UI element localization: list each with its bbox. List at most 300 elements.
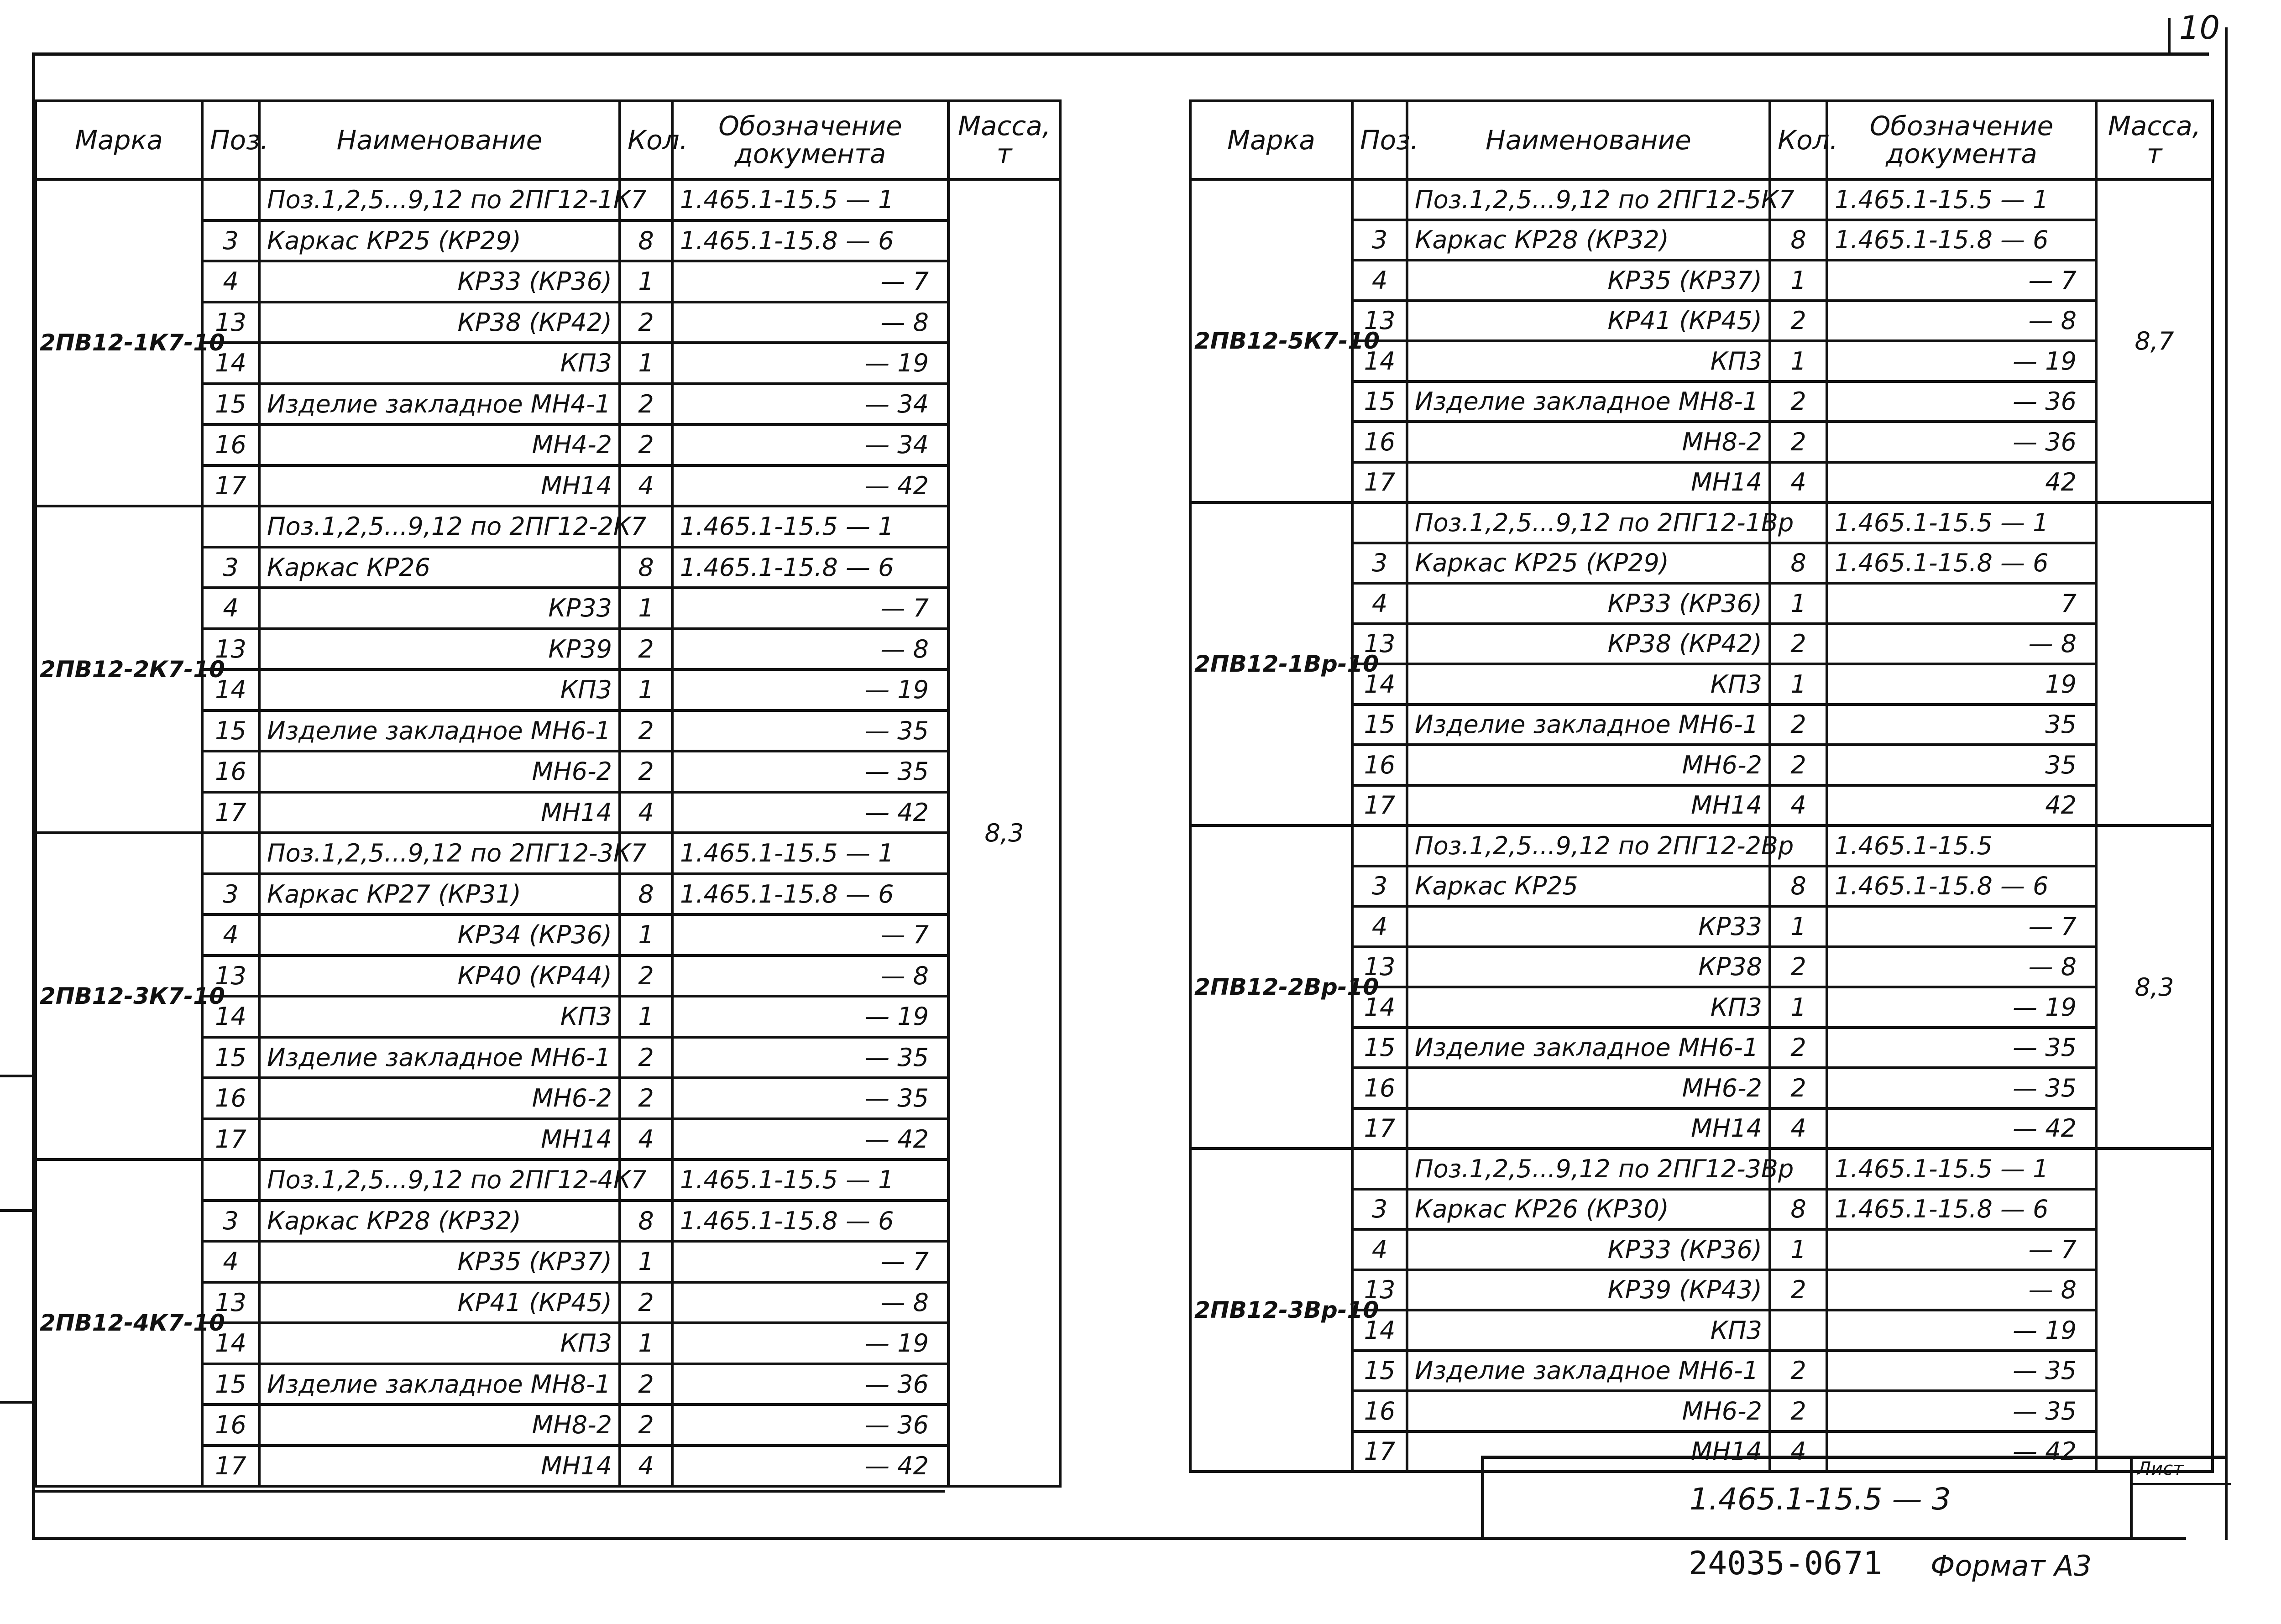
pos-cell: 4 (202, 914, 259, 956)
doc-cell: 1.465.1-15.8 — 6 (1827, 220, 2096, 261)
pos-cell: 13 (202, 1282, 259, 1323)
doc-cell: — 8 (1827, 301, 2096, 341)
pos-cell: 4 (1352, 906, 1407, 947)
item-name: МН14 (259, 1446, 620, 1487)
inventory-number: 24035-06 (1689, 1545, 1843, 1582)
page-number: 10 (2179, 9, 2220, 47)
qty-cell: 2 (1770, 705, 1827, 745)
group-title-row (1190, 825, 2213, 866)
pos-cell: 3 (1352, 866, 1407, 907)
mark-cell: 2ПВ12-4К7-10 (36, 1159, 202, 1486)
item-name: Изделие закладное МН6-1 (1407, 1351, 1770, 1391)
pos-cell: 16 (202, 1078, 259, 1119)
header-pos: Поз. (202, 101, 259, 179)
pos-cell: 3 (1352, 543, 1407, 584)
item-name: КП3 (259, 343, 620, 384)
item-name: КР38 (КР42) (259, 302, 620, 343)
item-name: МН6-2 (259, 751, 620, 792)
item-name: МН14 (259, 1119, 620, 1160)
qty-cell: 8 (1770, 220, 1827, 261)
qty-cell: 1 (1770, 906, 1827, 947)
doc-cell: — 19 (1827, 1310, 2096, 1351)
item-name: КР41 (КР45) (259, 1282, 620, 1323)
doc-cell: — 19 (1827, 341, 2096, 381)
pos-cell: 15 (202, 710, 259, 752)
group-title-row (36, 179, 1060, 220)
pos-cell: 14 (202, 343, 259, 384)
pos-cell (1352, 1149, 1407, 1189)
header-qty: Кол. (1770, 101, 1827, 179)
qty-cell (1770, 1310, 1827, 1351)
qty-cell: 4 (620, 1446, 672, 1487)
sheet-label: Лист (2137, 1458, 2184, 1479)
mark-cell: 2ПВ12-2Вр-10 (1190, 825, 1352, 1149)
header-mass: Масса, т (948, 101, 1060, 179)
group-reference: Поз.1,2,5...9,12 по 2ПГ12-3К7 (259, 833, 620, 874)
left-margin-mark-2 (0, 1209, 32, 1212)
pos-cell: 16 (202, 751, 259, 792)
doc-cell: — 8 (672, 629, 948, 670)
item-name: МН6-2 (259, 1078, 620, 1119)
item-name: МН6-2 (1407, 745, 1770, 785)
item-name: Каркас КР26 (259, 547, 620, 588)
right-spec-body (1190, 179, 2213, 1472)
pos-cell: 15 (1352, 1028, 1407, 1068)
item-name: КР38 (КР42) (1407, 624, 1770, 664)
item-name: Каркас КР25 (КР29) (259, 220, 620, 261)
doc-cell: — 42 (672, 1446, 948, 1487)
item-name: Изделие закладное МН6-1 (259, 1037, 620, 1078)
pos-cell: 14 (202, 669, 259, 710)
qty-cell: 1 (620, 588, 672, 629)
qty-cell: 8 (620, 874, 672, 915)
doc-cell: 1.465.1-15.8 — 6 (1827, 866, 2096, 907)
item-name: КР41 (КР45) (1407, 301, 1770, 341)
mass-cell (2096, 502, 2213, 825)
pos-cell: 14 (1352, 987, 1407, 1028)
doc-cell: 1.465.1-15.8 — 6 (672, 1201, 948, 1242)
qty-cell: 4 (1770, 462, 1827, 503)
header-doc: Обозначение документа (1827, 101, 2096, 179)
pos-cell: 4 (1352, 1229, 1407, 1270)
group-reference-doc: 1.465.1-15.5 — 1 (1827, 502, 2096, 543)
qty-cell: 2 (1770, 947, 1827, 987)
pos-cell (1352, 179, 1407, 220)
group-reference: Поз.1,2,5...9,12 по 2ПГ12-1К7 (259, 179, 620, 220)
item-name: МН8-2 (1407, 422, 1770, 462)
doc-cell: — 35 (672, 751, 948, 792)
item-name: Изделие закладное МН8-1 (259, 1364, 620, 1405)
doc-cell: — 35 (1827, 1028, 2096, 1068)
qty-cell: 2 (1770, 1028, 1827, 1068)
group-title-row (1190, 179, 2213, 220)
qty-cell: 8 (1770, 543, 1827, 584)
doc-cell: — 7 (672, 261, 948, 302)
item-name: Каркас КР27 (КР31) (259, 874, 620, 915)
qty-cell: 2 (620, 1078, 672, 1119)
item-name: КР33 (КР36) (1407, 583, 1770, 624)
item-name: КР33 (1407, 906, 1770, 947)
qty-cell: 4 (1770, 1108, 1827, 1149)
group-reference-doc: 1.465.1-15.5 — 1 (672, 833, 948, 874)
item-name: Изделие закладное МН6-1 (1407, 705, 1770, 745)
doc-cell: — 35 (1827, 1391, 2096, 1431)
qty-cell: 2 (1770, 301, 1827, 341)
qty-cell: 1 (1770, 341, 1827, 381)
item-name: МН14 (259, 792, 620, 833)
item-name: МН6-2 (1407, 1068, 1770, 1108)
doc-cell: — 19 (672, 669, 948, 710)
sheet-cell-divider (2133, 1483, 2231, 1485)
doc-cell: 1.465.1-15.8 — 6 (1827, 1189, 2096, 1230)
pos-cell: 14 (1352, 341, 1407, 381)
pos-cell: 17 (202, 1119, 259, 1160)
doc-cell: 19 (1827, 664, 2096, 705)
pos-cell: 17 (1352, 462, 1407, 503)
qty-cell: 8 (620, 1201, 672, 1242)
pos-cell: 13 (1352, 301, 1407, 341)
left-spec-table (34, 99, 1062, 1488)
doc-cell: — 42 (1827, 1108, 2096, 1149)
pos-cell: 13 (202, 956, 259, 997)
qty-cell: 1 (1770, 664, 1827, 705)
mark-cell: 2ПВ12-5К7-10 (1190, 179, 1352, 502)
pos-cell (1352, 825, 1407, 866)
item-name: КР35 (КР37) (1407, 260, 1770, 301)
qty-cell: 2 (1770, 1270, 1827, 1311)
qty-cell: 1 (1770, 1229, 1827, 1270)
doc-cell: — 35 (1827, 1068, 2096, 1108)
frame-top-line (32, 52, 2209, 56)
doc-cell: — 42 (672, 792, 948, 833)
doc-cell: — 19 (672, 343, 948, 384)
doc-cell: — 8 (672, 302, 948, 343)
doc-cell: — 8 (672, 1282, 948, 1323)
pos-cell: 17 (1352, 1108, 1407, 1149)
pos-cell: 4 (1352, 583, 1407, 624)
pos-cell: 3 (202, 547, 259, 588)
pos-cell: 17 (1352, 1431, 1407, 1472)
sheet-cell (2130, 1456, 2228, 1538)
pos-cell: 17 (202, 465, 259, 507)
item-name: МН14 (259, 465, 620, 507)
doc-cell: — 7 (672, 914, 948, 956)
doc-cell: — 36 (672, 1405, 948, 1446)
item-name: Каркас КР25 (1407, 866, 1770, 907)
item-name: КП3 (259, 669, 620, 710)
doc-cell: — 34 (672, 424, 948, 465)
doc-cell: — 35 (1827, 1351, 2096, 1391)
pos-cell (202, 506, 259, 547)
qty-cell: 2 (620, 424, 672, 465)
pos-cell: 3 (202, 220, 259, 261)
pos-cell (202, 179, 259, 220)
mark-cell: 2ПВ12-1Вр-10 (1190, 502, 1352, 825)
item-name: Каркас КР28 (КР32) (259, 1201, 620, 1242)
pos-cell: 16 (1352, 1068, 1407, 1108)
header-name: Наименование (259, 101, 620, 179)
item-name: Каркас КР25 (КР29) (1407, 543, 1770, 584)
item-name: КП3 (259, 996, 620, 1037)
item-name: Изделие закладное МН6-1 (1407, 1028, 1770, 1068)
doc-cell: 42 (1827, 785, 2096, 826)
group-title-row (1190, 1149, 2213, 1189)
doc-cell: — 34 (672, 384, 948, 425)
doc-cell: — 19 (672, 1323, 948, 1364)
pos-cell: 14 (1352, 1310, 1407, 1351)
qty-cell: 8 (620, 220, 672, 261)
qty-cell: 2 (1770, 624, 1827, 664)
qty-cell: 4 (620, 1119, 672, 1160)
group-title-row (36, 833, 1060, 874)
mark-cell: 2ПВ12-3К7-10 (36, 833, 202, 1159)
doc-cell: — 35 (672, 1037, 948, 1078)
frame-inner-bottom-line (32, 1490, 945, 1493)
group-reference: Поз.1,2,5...9,12 по 2ПГ12-1Вр (1407, 502, 1770, 543)
doc-cell: — 35 (672, 710, 948, 752)
qty-cell: 2 (620, 710, 672, 752)
right-spec-table (1189, 99, 2214, 1473)
group-reference: Поз.1,2,5...9,12 по 2ПГ12-5К7 (1407, 179, 1770, 220)
qty-cell: 1 (620, 261, 672, 302)
pos-cell: 3 (202, 874, 259, 915)
item-name: МН14 (1407, 1431, 1770, 1472)
header-mark: Марка (1190, 101, 1352, 179)
doc-cell: — 8 (672, 956, 948, 997)
qty-cell: 4 (1770, 785, 1827, 826)
doc-cell: — 42 (1827, 1431, 2096, 1472)
qty-cell: 2 (1770, 422, 1827, 462)
mass-cell: 8,3 (2096, 825, 2213, 1149)
qty-cell: 4 (1770, 1431, 1827, 1472)
qty-cell: 1 (1770, 583, 1827, 624)
item-name: КР33 (КР36) (259, 261, 620, 302)
pos-cell: 17 (202, 792, 259, 833)
doc-cell: — 36 (672, 1364, 948, 1405)
qty-cell: 2 (620, 302, 672, 343)
pos-cell: 15 (1352, 1351, 1407, 1391)
item-name: КР39 (КР43) (1407, 1270, 1770, 1311)
paper-format: Формат А3 (1930, 1549, 2092, 1582)
item-name: Каркас КР28 (КР32) (1407, 220, 1770, 261)
item-name: МН14 (1407, 462, 1770, 503)
item-name: Изделие закладное МН4-1 (259, 384, 620, 425)
qty-cell: 2 (620, 1037, 672, 1078)
doc-cell: — 7 (1827, 906, 2096, 947)
pos-cell: 15 (202, 384, 259, 425)
qty-cell: 1 (620, 669, 672, 710)
item-name: МН14 (1407, 1108, 1770, 1149)
group-title-row (1190, 502, 2213, 543)
pos-cell: 3 (202, 1201, 259, 1242)
item-name: МН8-2 (259, 1405, 620, 1446)
item-name: Изделие закладное МН6-1 (259, 710, 620, 752)
doc-cell: — 8 (1827, 1270, 2096, 1311)
group-reference: Поз.1,2,5...9,12 по 2ПГ12-2К7 (259, 506, 620, 547)
qty-cell: 1 (620, 914, 672, 956)
item-name: МН4-2 (259, 424, 620, 465)
mark-cell: 2ПВ12-1К7-10 (36, 179, 202, 506)
pos-cell: 16 (1352, 422, 1407, 462)
group-reference-doc: 1.465.1-15.5 — 1 (672, 179, 948, 220)
qty-cell: 2 (620, 1405, 672, 1446)
doc-cell: — 8 (1827, 947, 2096, 987)
mark-cell: 2ПВ12-2К7-10 (36, 506, 202, 833)
doc-cell: 1.465.1-15.8 — 6 (672, 220, 948, 261)
left-margin-mark-3 (0, 1401, 32, 1404)
doc-cell: — 7 (672, 1241, 948, 1282)
qty-cell: 2 (1770, 381, 1827, 422)
item-name: КР33 (КР36) (1407, 1229, 1770, 1270)
qty-cell: 1 (1770, 260, 1827, 301)
pos-cell: 14 (202, 1323, 259, 1364)
pos-cell: 13 (1352, 624, 1407, 664)
pos-cell: 15 (202, 1037, 259, 1078)
qty-cell: 1 (620, 343, 672, 384)
pos-cell: 3 (1352, 220, 1407, 261)
group-title-row (36, 1159, 1060, 1201)
doc-cell: — 19 (672, 996, 948, 1037)
doc-cell: — 35 (672, 1078, 948, 1119)
mass-cell (2096, 1149, 2213, 1472)
qty-cell: 2 (620, 751, 672, 792)
header-name: Наименование (1407, 101, 1770, 179)
doc-cell: 1.465.1-15.8 — 6 (672, 547, 948, 588)
qty-cell: 4 (620, 792, 672, 833)
qty-cell: 1 (1770, 987, 1827, 1028)
item-name: Каркас КР26 (КР30) (1407, 1189, 1770, 1230)
qty-cell: 2 (1770, 745, 1827, 785)
header-pos: Поз. (1352, 101, 1407, 179)
pos-cell: 4 (202, 588, 259, 629)
item-name: КР33 (259, 588, 620, 629)
pos-cell: 13 (1352, 1270, 1407, 1311)
pos-cell: 15 (1352, 381, 1407, 422)
item-name: КП3 (1407, 987, 1770, 1028)
frame-right-line (2225, 27, 2228, 1540)
pos-cell: 4 (202, 1241, 259, 1282)
pos-cell (1352, 502, 1407, 543)
group-title-row (36, 506, 1060, 547)
doc-cell: — 7 (1827, 1229, 2096, 1270)
mass-cell: 8,3 (948, 179, 1060, 1486)
qty-cell: 2 (620, 384, 672, 425)
doc-cell: — 7 (672, 588, 948, 629)
document-code: 1.465.1-15.5 — 3 (1690, 1482, 1951, 1517)
pos-cell: 3 (1352, 1189, 1407, 1230)
group-reference-doc: 1.465.1-15.5 — 1 (672, 1159, 948, 1201)
pos-cell: 14 (202, 996, 259, 1037)
group-reference-doc: 1.465.1-15.5 — 1 (1827, 179, 2096, 220)
item-name: КР39 (259, 629, 620, 670)
pos-cell: 15 (1352, 705, 1407, 745)
doc-cell: 35 (1827, 745, 2096, 785)
left-spec-body (36, 179, 1060, 1486)
qty-cell: 1 (620, 1241, 672, 1282)
pos-cell: 16 (202, 1405, 259, 1446)
qty-cell: 8 (1770, 1189, 1827, 1230)
doc-cell: — 36 (1827, 422, 2096, 462)
title-block (1481, 1456, 2225, 1538)
item-name: КП3 (1407, 664, 1770, 705)
item-name: КП3 (1407, 341, 1770, 381)
qty-cell: 2 (620, 956, 672, 997)
qty-cell: 4 (620, 465, 672, 507)
pos-cell: 13 (1352, 947, 1407, 987)
qty-cell: 8 (620, 547, 672, 588)
pos-cell: 4 (1352, 260, 1407, 301)
pos-cell: 15 (202, 1364, 259, 1405)
qty-cell: 2 (1770, 1391, 1827, 1431)
group-reference: Поз.1,2,5...9,12 по 2ПГ12-3Вр (1407, 1149, 1770, 1189)
header-mass: Масса, т (2096, 101, 2213, 179)
item-name: КР38 (1407, 947, 1770, 987)
item-name: МН6-2 (1407, 1391, 1770, 1431)
mark-cell: 2ПВ12-3Вр-10 (1190, 1149, 1352, 1472)
pos-cell: 4 (202, 261, 259, 302)
pos-cell (202, 1159, 259, 1201)
header-doc: Обозначение документа (672, 101, 948, 179)
item-name: КП3 (1407, 1310, 1770, 1351)
qty-cell: 2 (1770, 1351, 1827, 1391)
qty-cell: 2 (620, 1282, 672, 1323)
doc-cell: — 42 (672, 465, 948, 507)
group-reference: Поз.1,2,5...9,12 по 2ПГ12-2Вр (1407, 825, 1770, 866)
qty-cell: 2 (1770, 1068, 1827, 1108)
group-reference-doc: 1.465.1-15.5 — 1 (1827, 1149, 2096, 1189)
item-name: Изделие закладное МН8-1 (1407, 381, 1770, 422)
pos-cell: 13 (202, 629, 259, 670)
doc-cell: — 36 (1827, 381, 2096, 422)
item-name: МН14 (1407, 785, 1770, 826)
group-reference: Поз.1,2,5...9,12 по 2ПГ12-4К7 (259, 1159, 620, 1201)
item-name: КР35 (КР37) (259, 1241, 620, 1282)
qty-cell: 1 (620, 996, 672, 1037)
pos-cell: 14 (1352, 664, 1407, 705)
doc-cell: — 7 (1827, 260, 2096, 301)
pos-cell: 17 (202, 1446, 259, 1487)
inventory-sheet: 71 (1844, 1545, 1883, 1582)
pos-cell: 17 (1352, 785, 1407, 826)
item-name: КР34 (КР36) (259, 914, 620, 956)
doc-cell: 7 (1827, 583, 2096, 624)
pos-cell (202, 833, 259, 874)
doc-cell: 42 (1827, 462, 2096, 503)
header-qty: Кол. (620, 101, 672, 179)
item-name: КП3 (259, 1323, 620, 1364)
group-reference-doc: 1.465.1-15.5 (1827, 825, 2096, 866)
left-margin-mark-1 (0, 1075, 32, 1077)
pos-cell: 16 (202, 424, 259, 465)
doc-cell: — 8 (1827, 624, 2096, 664)
pos-cell: 16 (1352, 1391, 1407, 1431)
doc-cell: 1.465.1-15.8 — 6 (1827, 543, 2096, 584)
qty-cell: 2 (620, 629, 672, 670)
item-name: КР40 (КР44) (259, 956, 620, 997)
qty-cell: 1 (620, 1323, 672, 1364)
pos-cell: 16 (1352, 745, 1407, 785)
doc-cell: — 42 (672, 1119, 948, 1160)
qty-cell: 8 (1770, 866, 1827, 907)
doc-cell: 1.465.1-15.8 — 6 (672, 874, 948, 915)
doc-cell: 35 (1827, 705, 2096, 745)
qty-cell: 2 (620, 1364, 672, 1405)
header-mark: Марка (36, 101, 202, 179)
mass-cell: 8,7 (2096, 179, 2213, 502)
doc-cell: — 19 (1827, 987, 2096, 1028)
page-number-tick (2168, 18, 2171, 55)
group-reference-doc: 1.465.1-15.5 — 1 (672, 506, 948, 547)
